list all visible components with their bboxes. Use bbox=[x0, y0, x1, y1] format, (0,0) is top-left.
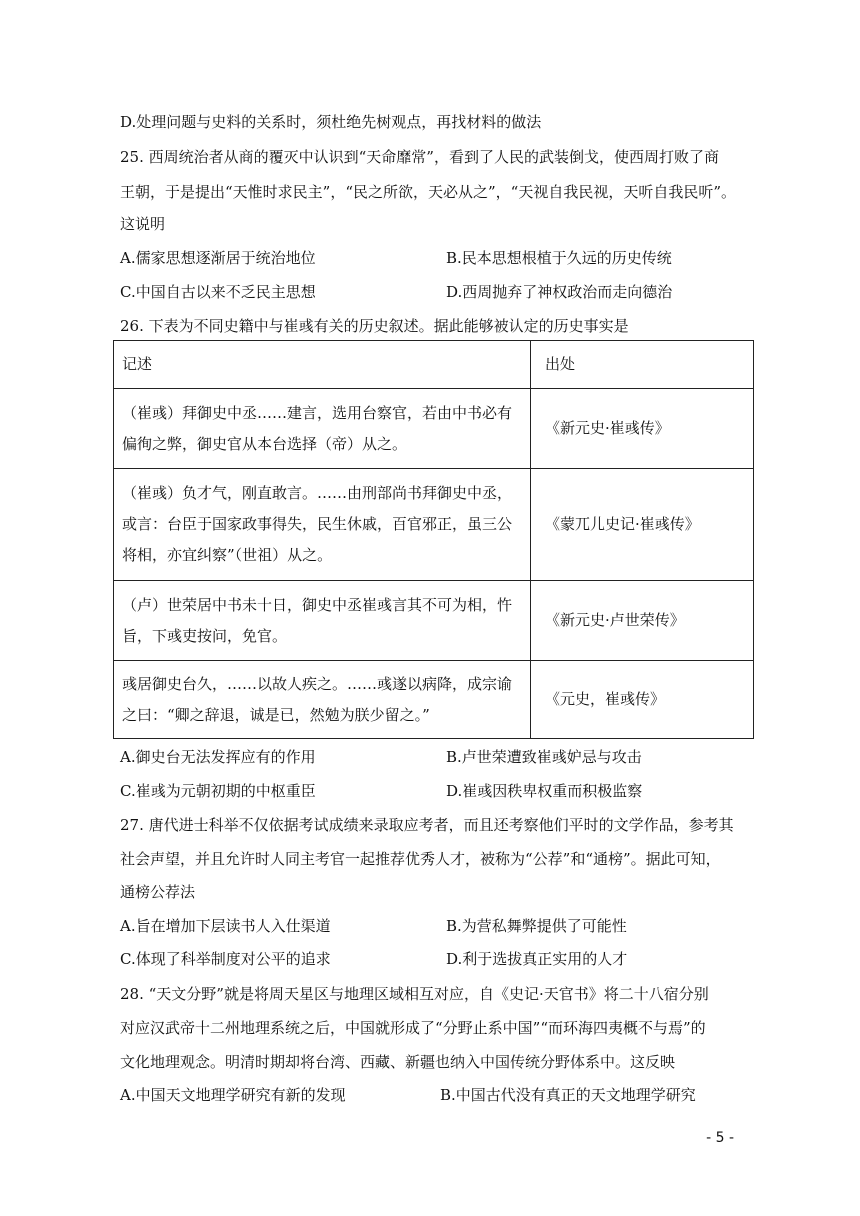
table-header-row bbox=[114, 341, 754, 389]
source-cell: 《新元史·崔彧传》 bbox=[531, 389, 754, 469]
q27-stem-line-2: 社会声望，并且允许时人同主考官一起推荐优秀人才，被称为“公荐”和“通榜”。据此可知， bbox=[120, 850, 721, 868]
q25-option-a: A.儒家思想逐渐居于统治地位 bbox=[120, 249, 316, 267]
q28-stem-line-2: 对应汉武帝十二州地理系统之后，中国就形成了“分野止系中国”“而环海四夷概不与焉”的 bbox=[120, 1019, 706, 1037]
narrative-cell bbox=[114, 389, 531, 469]
source-cell: 《元史，崔彧传》 bbox=[531, 661, 754, 739]
q25-stem-line-1: 25. 西周统治者从商的覆灭中认识到“天命靡常”，看到了人民的武装倒戈，使西周打败了商 bbox=[120, 148, 719, 166]
q25-stem-line-2: 王朝，于是提出“天惟时求民主”，“民之所欲，天必从之”，“天视自我民视，天听自我民听”。 bbox=[120, 183, 737, 201]
q27-stem-line-3: 通榜公荐法 bbox=[120, 883, 196, 901]
table-row bbox=[114, 581, 754, 661]
q25-option-b: B.民本思想根植于久远的历史传统 bbox=[446, 249, 672, 267]
source-cell: 《蒙兀儿史记·崔彧传》 bbox=[531, 469, 754, 581]
q24-option-d: D.处理问题与史料的关系时，须杜绝先树观点，再找材料的做法 bbox=[120, 113, 542, 131]
narrative-line: 旨，下彧吏按问，免官。 bbox=[122, 626, 288, 645]
narrative-line: 将相，亦宜纠察”（世祖）从之。 bbox=[122, 546, 333, 564]
header-narrative: 记述 bbox=[114, 341, 531, 389]
q25-option-d: D.西周抛弃了神权政治而走向德治 bbox=[446, 283, 673, 301]
narrative-line: 偏徇之弊，御史官从本台选择（帝）从之。 bbox=[122, 434, 408, 453]
narrative-cell bbox=[114, 581, 531, 661]
table-row bbox=[114, 469, 754, 581]
q27-option-b: B.为营私舞弊提供了可能性 bbox=[446, 917, 627, 935]
source-cell: 《新元史·卢世荣传》 bbox=[531, 581, 754, 661]
q28-option-b: B.中国古代没有真正的天文地理学研究 bbox=[440, 1086, 696, 1104]
narrative-line: 或言：台臣于国家政事得失，民生休戚，百官邪正，虽三公 bbox=[122, 515, 513, 533]
q27-stem-line-1: 27. 唐代进士科举不仅依据考试成绩来录取应考者，而且还考察他们平时的文学作品，参考其 bbox=[120, 816, 734, 834]
q26-option-a: A.御史台无法发挥应有的作用 bbox=[120, 748, 316, 766]
narrative-line: （崔彧）负才气，刚直敢言。……由刑部尚书拜御史中丞， bbox=[122, 484, 513, 502]
q28-stem-line-3: 文化地理观念。明清时期却将台湾、西藏、新疆也纳入中国传统分野体系中。这反映 bbox=[120, 1053, 676, 1071]
table-row bbox=[114, 389, 754, 469]
narrative-cell bbox=[114, 469, 531, 581]
q26-option-d: D.崔彧因秩卑权重而积极监察 bbox=[446, 782, 643, 800]
q25-stem-line-3: 这说明 bbox=[120, 215, 166, 233]
q25-option-c: C.中国自古以来不乏民主思想 bbox=[120, 283, 316, 301]
history-source-table bbox=[113, 340, 754, 739]
header-source: 出处 bbox=[531, 341, 754, 389]
q28-option-a: A.中国天文地理学研究有新的发现 bbox=[120, 1086, 346, 1104]
q27-option-a: A.旨在增加下层读书人入仕渠道 bbox=[120, 917, 331, 935]
q26-option-b: B.卢世荣遭致崔彧妒忌与攻击 bbox=[446, 748, 642, 766]
narrative-cell bbox=[114, 661, 531, 739]
q26-stem: 26. 下表为不同史籍中与崔彧有关的历史叙述。据此能够被认定的历史事实是 bbox=[120, 317, 629, 335]
narrative-line: 彧居御史台久，……以故人疾之。……彧遂以病降，成宗谕 bbox=[122, 674, 513, 693]
table-row bbox=[114, 661, 754, 739]
narrative-line: （卢）世荣居中书未十日，御史中丞崔彧言其不可为相，忤 bbox=[122, 595, 513, 614]
narrative-line: （崔彧）拜御史中丞……建言，选用台察官，若由中书必有 bbox=[122, 403, 513, 422]
q26-option-c: C.崔彧为元朝初期的中枢重臣 bbox=[120, 782, 316, 800]
page-number: - 5 - bbox=[706, 1130, 734, 1146]
narrative-line: 之曰：“卿之辞退，诚是已，然勉为朕少留之。” bbox=[122, 705, 430, 724]
q28-stem-line-1: 28. “天文分野”就是将周天星区与地理区域相互对应，自《史记·天官书》将二十八宿分别 bbox=[120, 985, 709, 1003]
q27-option-c: C.体现了科举制度对公平的追求 bbox=[120, 950, 331, 968]
q27-option-d: D.利于选拔真正实用的人才 bbox=[446, 950, 628, 968]
